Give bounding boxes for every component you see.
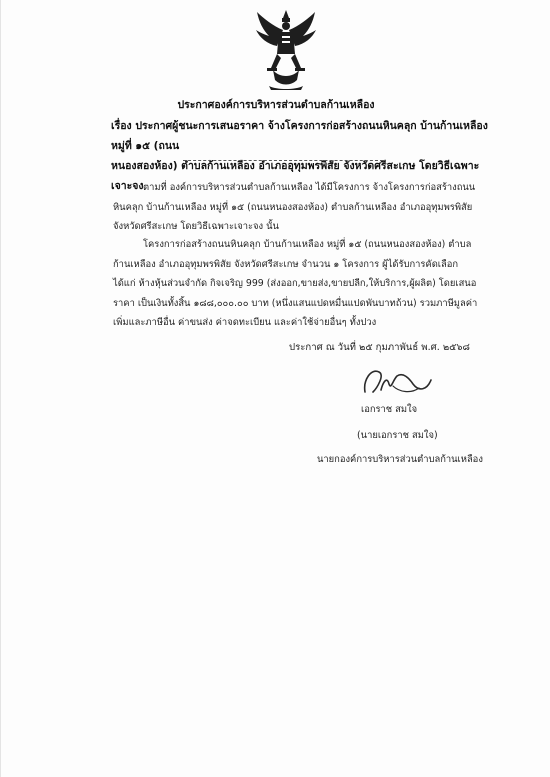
signer-name: เอกราช สมใจ [361, 404, 418, 415]
document-title: ประกาศองค์การบริหารส่วนตำบลก้านเหลือง [177, 99, 375, 111]
paragraph-2-text: โครงการก่อสร้างถนนหินคลุก บ้านก้านเหลือง หมู่ที่ ๑๕ (ถนนหนองสองห้อง) ตำบลก้านเหลือง อำเภออุทุมพรพิสัย จังหวัดศรีสะเกษ จำนวน ๑ โครงการ ผู้ได้รับการคัดเลือก ได้แก่ ห้างหุ้นส่วนจำกัด กิจเจริญ 999 (ส่งออก,ขายส่ง,ขายปลีก,ให้บริการ,ผู้ผลิต) โดยเสนอราคา เป็นเงินทั้งสิ้น ๑๘๘,๐๐๐.๐๐ บาท (หนึ่งแสนแปดหมื่นแปดพันบาทถ้วน) รวมภาษีมูลค่าเพิ่มและภาษีอื่น ค่าขนส่ง ค่าจดทะเบียน และค่าใช้จ่ายอื่นๆ ทั้งปวง [113, 239, 478, 328]
signer-full-name: (นายเอกราช สมใจ) [357, 430, 438, 441]
handwritten-signature [359, 362, 439, 402]
signer-position: นายกองค์การบริหารส่วนตำบลก้านเหลือง [317, 454, 483, 465]
divider-line [183, 160, 383, 161]
garuda-emblem-icon [253, 8, 319, 92]
body-paragraph-2 [113, 235, 483, 333]
subject-line-2: หนองสองห้อง) ตำบลก้านเหลือง อำเภออุทุมพรพิสัย จังหวัดศรีสะเกษ โดยวิธีเฉพาะเจาะจง [111, 160, 480, 192]
subject-line-1: เรื่อง ประกาศผู้ชนะการเสนอราคา จ้างโครงการก่อสร้างถนนหินคลุก บ้านก้านเหลือง หมู่ที่ ๑๕ (ถนน [111, 120, 488, 152]
announcement-date: ประกาศ ณ วันที่ ๒๕ กุมภาพันธ์ พ.ศ. ๒๕๖๘ [289, 342, 470, 353]
body-paragraph-1 [113, 178, 483, 237]
paragraph-1-text: ตามที่ องค์การบริหารส่วนตำบลก้านเหลือง ได้มีโครงการ จ้างโครงการก่อสร้างถนนหินคลุก บ้านก้านเหลือง หมู่ที่ ๑๕ (ถนนหนองสองห้อง) ตำบลก้านเหลือง อำเภออุทุมพรพิสัย จังหวัดศรีสะเกษ โดยวิธีเฉพาะเจาะจง นั้น [113, 182, 476, 232]
